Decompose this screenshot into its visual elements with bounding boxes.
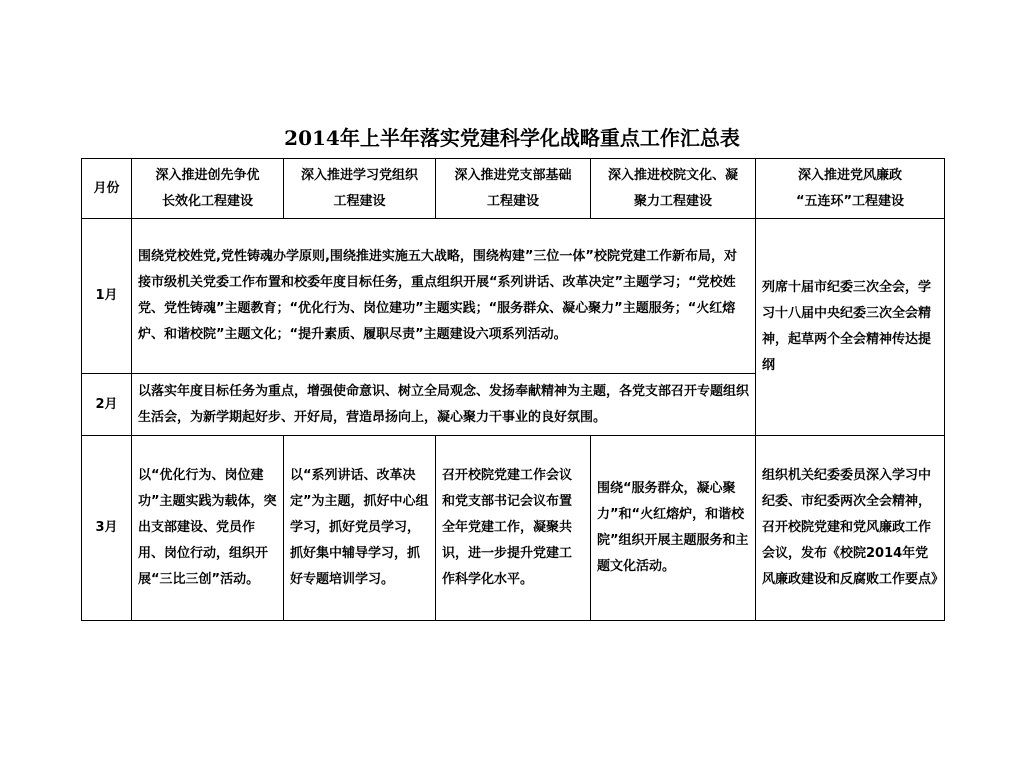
header-col1-line1: 深入推进创先争优 — [155, 167, 260, 183]
march-col3: 召开校院党建工作会议和党支部书记会议布置全年党建工作，凝聚共识，进一步提升党建工作科学化水平。 — [436, 436, 591, 621]
march-col4: 围绕“服务群众，凝心聚力”和“火红熔炉，和谐校院”组织开展主题服务和主题文化活动。 — [591, 436, 756, 621]
january-activities: 围绕党校姓党,党性铸魂办学原则,围绕推进实施五大战略，围绕构建”三位一体”校院党建工作新布局，对接市级机关党委工作布置和校委年度目标任务，重点组织开展“系列讲话、改革决定”主题学习；“党校姓党、党性铸魂”主题教育；“优化行为、岗位建功”主题实践；“服务群众、凝心聚力”主题服务；“火红熔炉、和谐校院”主题文化；“提升素质、履职尽责”主题建设六项系列活动。 — [132, 219, 756, 374]
header-col1 — [132, 159, 284, 219]
header-col3 — [436, 159, 591, 219]
month-march: 3月 — [82, 436, 132, 621]
header-col1-line2: 长效化工程建设 — [161, 193, 253, 209]
summary-table — [81, 158, 945, 621]
header-row — [82, 159, 945, 219]
header-col2 — [284, 159, 436, 219]
march-col1: 以“优化行为、岗位建功”主题实践为载体，突出支部建设、党员作用、岗位行动，组织开展“三比三创”活动。 — [132, 436, 284, 621]
jan-feb-discipline-work: 列席十届市纪委三次全会，学习十八届中央纪委三次全会精神，起草两个全会精神传达提纲 — [756, 219, 945, 436]
header-col4 — [591, 159, 756, 219]
february-activities: 以落实年度目标任务为重点，增强使命意识、树立全局观念、发扬奉献精神为主题，各党支部召开专题组织生活会，为新学期起好步、开好局，营造昂扬向上，凝心聚力干事业的良好氛围。 — [132, 374, 756, 436]
row-january — [82, 219, 945, 374]
month-january: 1月 — [82, 219, 132, 374]
header-month: 月份 — [82, 159, 132, 219]
page-title: 2014年上半年落实党建科学化战略重点工作汇总表 — [284, 126, 740, 150]
header-col3-line1: 深入推进党支部基础 — [454, 167, 572, 183]
march-col5: 组织机关纪委委员深入学习中纪委、市纪委两次全会精神，召开校院党建和党风廉政工作会议，发布《校院2014年党风廉政建设和反腐败工作要点》 — [756, 436, 945, 621]
header-col4-line1: 深入推进校院文化、凝 — [607, 167, 738, 183]
header-col5-line2: “五连环”工程建设 — [795, 193, 905, 209]
header-col2-line1: 深入推进学习党组织 — [300, 167, 418, 183]
header-col3-line2: 工程建设 — [486, 193, 539, 209]
header-col2-line2: 工程建设 — [333, 193, 386, 209]
month-february: 2月 — [82, 374, 132, 436]
header-col5 — [756, 159, 945, 219]
header-col4-line2: 聚力工程建设 — [633, 193, 712, 209]
header-col5-line1: 深入推进党风廉政 — [797, 167, 902, 183]
row-march — [82, 436, 945, 621]
march-col2: 以“系列讲话、改革决定”为主题，抓好中心组学习，抓好党员学习，抓好集中辅导学习，抓好专题培训学习。 — [284, 436, 436, 621]
